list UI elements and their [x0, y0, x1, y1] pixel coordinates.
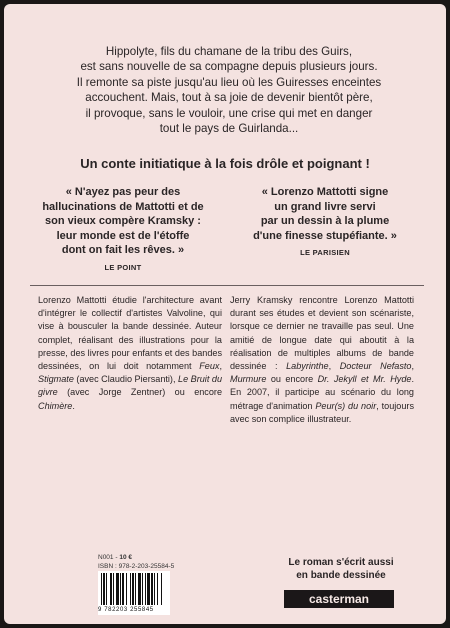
book-title: Murmure	[230, 374, 267, 385]
product-code: N001 -	[98, 554, 120, 561]
author-bio-mattotti	[38, 294, 222, 413]
barcode-bar	[110, 573, 112, 605]
divider	[30, 285, 424, 286]
barcode-number: 9 782203 255845	[98, 607, 154, 613]
barcode-bar	[135, 573, 136, 605]
quote-line: d'une finesse stupéfiante. »	[253, 229, 397, 242]
price: 10 €	[119, 554, 132, 561]
quote-line: « Lorenzo Mattotti signe	[261, 186, 389, 198]
bio-text: ,	[219, 361, 222, 372]
quote-line: « N'ayez pas peur des	[65, 186, 181, 198]
barcode-bar	[120, 573, 121, 605]
back-cover	[4, 4, 446, 624]
bio-text: (avec Jorge Zentner) ou encore	[57, 387, 222, 398]
publisher-logo: casterman	[284, 590, 394, 608]
barcode-bar	[161, 573, 162, 605]
author-bio-kramsky	[230, 294, 414, 426]
book-title: Le Bruit du givre	[38, 374, 222, 398]
synopsis-line: Il remonte sa piste jusqu'au lieu où les Guiresses enceintes	[76, 75, 382, 89]
book-title: Dr. Jekyll et Mr. Hyde	[317, 374, 412, 385]
product-info	[98, 554, 174, 571]
synopsis-line: est sans nouvelle de sa compagne depuis plusieurs jours.	[80, 60, 378, 74]
quote-line: hallucinations de Mattotti et de	[42, 200, 204, 213]
barcode-bar	[142, 573, 143, 605]
quote-line: leur monde est de l'étoffe	[56, 229, 190, 242]
quote-line: un grand livre servi	[274, 200, 376, 213]
slogan-line: en bande dessinée	[296, 570, 386, 581]
barcode-bar	[122, 573, 124, 605]
barcode-bar	[151, 573, 153, 605]
bio-text: ou encore	[266, 374, 318, 385]
synopsis-line: Hippolyte, fils du chamane de la tribu des Guirs,	[105, 45, 353, 58]
isbn: ISBN : 978-2-203-25584-5	[98, 562, 175, 570]
bio-text: ,	[328, 361, 340, 372]
synopsis-line: tout le pays de Guirlanda...	[159, 122, 299, 136]
bio-text: .	[72, 400, 75, 411]
barcode-bar	[101, 573, 102, 605]
bio-text: , toujours avec son complice illustrateur.	[230, 400, 414, 424]
book-title: Stigmate	[38, 374, 74, 385]
synopsis	[64, 44, 394, 136]
bio-text: (avec Claudio Piersanti),	[73, 374, 179, 385]
bio-text: Jerry Kramsky rencontre Lorenzo Mattotti durant ses études et devient son scénariste, lorsque ce dernier ne travaille pas seul. Une amitié de longue date qui aboutit à la réalisation de multiples albums de bande dessinée :	[230, 295, 414, 372]
bio-text: Lorenzo Mattotti étudie l'architecture avant d'intégrer le collectif d'artistes Valvoline, qui vise à bousculer la bande dessinée. Auteur complet, réalisant des illustrations pour la presse, des livres pour enfants et des bandes dessinées, on lui doit notamment	[38, 295, 222, 372]
barcode-bar	[113, 573, 114, 605]
press-quote-left	[28, 185, 218, 275]
synopsis-line: accouchent. Mais, tout à sa joie de devenir bientôt père,	[85, 91, 373, 105]
quote-line: son vieux compère Kramsky :	[45, 215, 201, 227]
barcode-bar	[106, 573, 107, 605]
bio-text: ,	[411, 361, 415, 372]
barcode-bar	[130, 573, 131, 605]
book-title: Feux	[199, 361, 220, 372]
quote-line: dont on fait les rêves. »	[61, 244, 185, 256]
quote-line: par un dessin à la plume	[260, 215, 390, 227]
tagline: Un conte initiatique à la fois drôle et poignant !	[80, 156, 370, 171]
barcode-bars	[98, 571, 170, 607]
bio-text: . En 2007, il participe au scénario du long métrage d'animation	[230, 374, 414, 411]
film-title: Peur(s) du noir	[315, 400, 377, 411]
barcode-bar	[138, 573, 141, 605]
barcode-bar	[145, 573, 146, 605]
quote-source: LE POINT	[104, 262, 142, 272]
quote-source: LE PARISIEN	[300, 248, 350, 257]
slogan	[266, 556, 416, 582]
barcode-bar	[147, 573, 150, 605]
synopsis-line: il provoque, sans le vouloir, une crise qui met en danger	[85, 106, 373, 120]
press-quote-right	[230, 185, 420, 261]
barcode-bar	[132, 573, 134, 605]
slogan-line: Le roman s'écrit aussi	[288, 557, 394, 568]
barcode-bar	[157, 573, 158, 605]
barcode-bar	[116, 573, 119, 605]
barcode-bar	[126, 573, 127, 605]
barcode-bar	[103, 573, 105, 605]
barcode-bar	[154, 573, 155, 605]
book-title: Docteur Nefasto	[339, 361, 412, 372]
book-title: Chimère	[38, 400, 73, 411]
book-title: Labyrinthe	[286, 361, 329, 372]
